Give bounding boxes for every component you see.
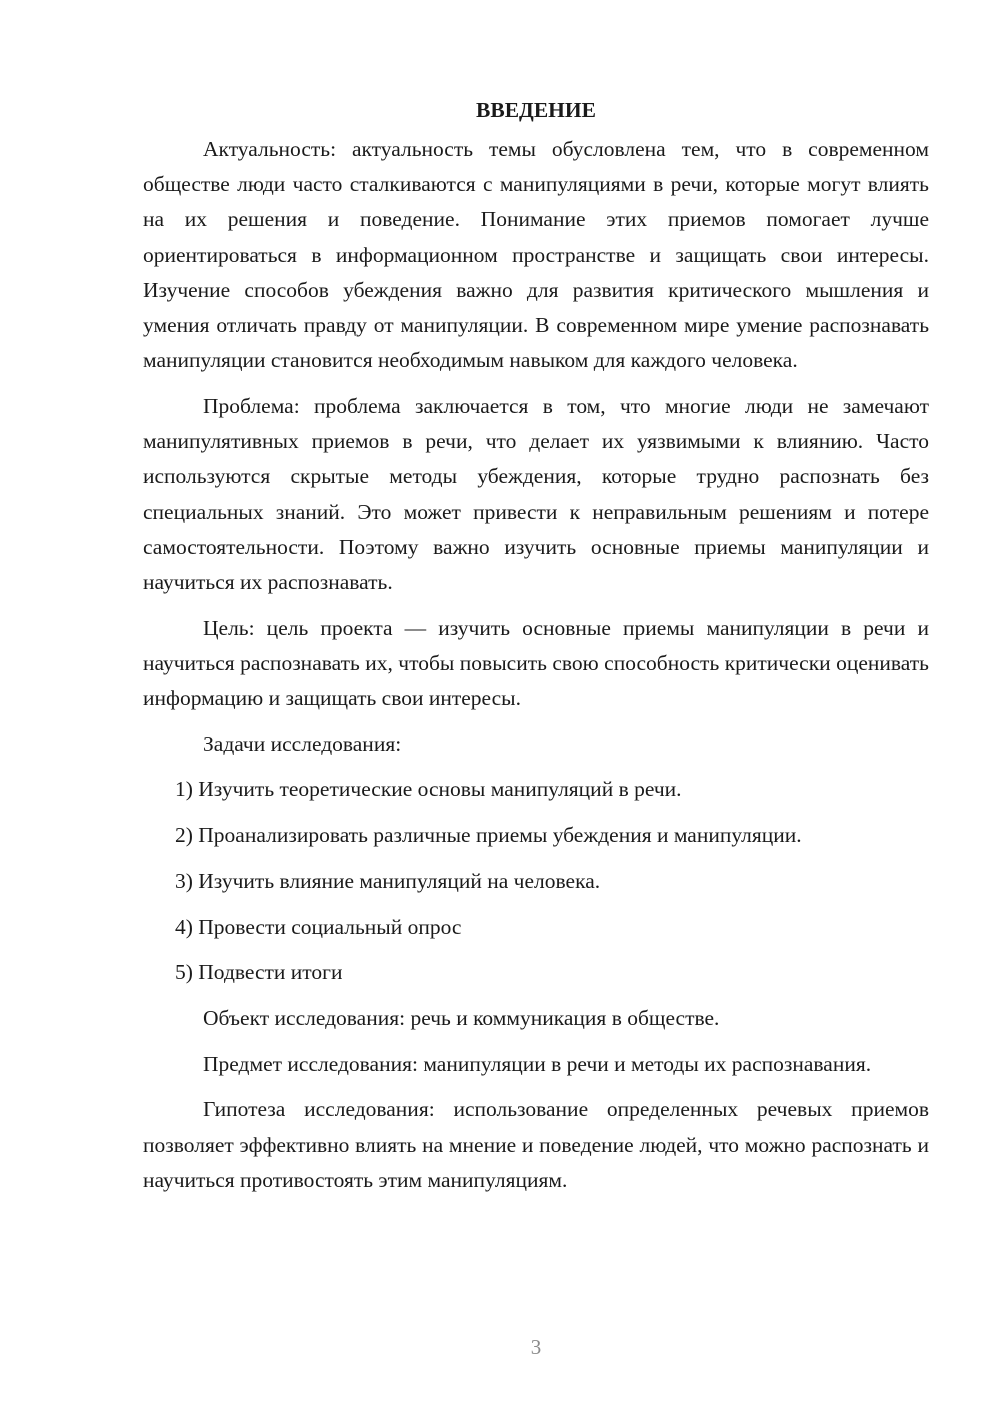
task-item: 3) Изучить влияние манипуляций на человека. [175,868,601,893]
relevance-paragraph: Актуальность: актуальность темы обусловлена тем, что в современном обществе люди часто сталкиваются с манипуляциями в речи, которые могут влиять на их решения и поведение. Понимание этих приемов помогает лучше ориентироваться в информационном пространстве и защищать свои интересы. Изучение способов убеждения важно для развития критического мышления и умения отличать правду от манипуляции. В современном мире умение распознавать манипуляции становится необходимым навыком для каждого человека. [143,137,929,373]
object-paragraph: Объект исследования: речь и коммуникация в обществе. [203,1005,720,1030]
page-content [143,93,929,1208]
task-item: 2) Проанализировать различные приемы убеждения и манипуляции. [175,823,802,848]
tasks-title: Задачи исследования: [203,731,402,756]
problem-paragraph: Проблема: проблема заключается в том, что многие люди не замечают манипулятивных приемов в речи, что делает их уязвимыми к влиянию. Часто используются скрытые методы убеждения, которые трудно распознать без специальных знаний. Это может привести к неправильным решениям и потере самостоятельности. Поэтому важно изучить основные приемы манипуляции и научиться их распознавать. [143,393,929,594]
goal-paragraph: Цель: цель проекта — изучить основные приемы манипуляции в речи и научиться распознавать их, чтобы повысить свою способность критически оценивать информацию и защищать свои интересы. [143,615,929,711]
subject-paragraph: Предмет исследования: манипуляции в речи и методы их распознавания. [203,1051,872,1076]
task-item: 4) Провести социальный опрос [175,914,462,939]
section-heading: ВВЕДЕНИЕ [476,98,596,122]
task-item: 5) Подвести итоги [175,960,343,985]
task-item: 1) Изучить теоретические основы манипуляций в речи. [175,777,682,802]
hypothesis-paragraph: Гипотеза исследования: использование определенных речевых приемов позволяет эффективно влиять на мнение и поведение людей, что можно распознать и научиться противостоять этим манипуляциям. [143,1097,929,1192]
page-number: 3 [530,1335,542,1359]
tasks-list [143,772,929,990]
